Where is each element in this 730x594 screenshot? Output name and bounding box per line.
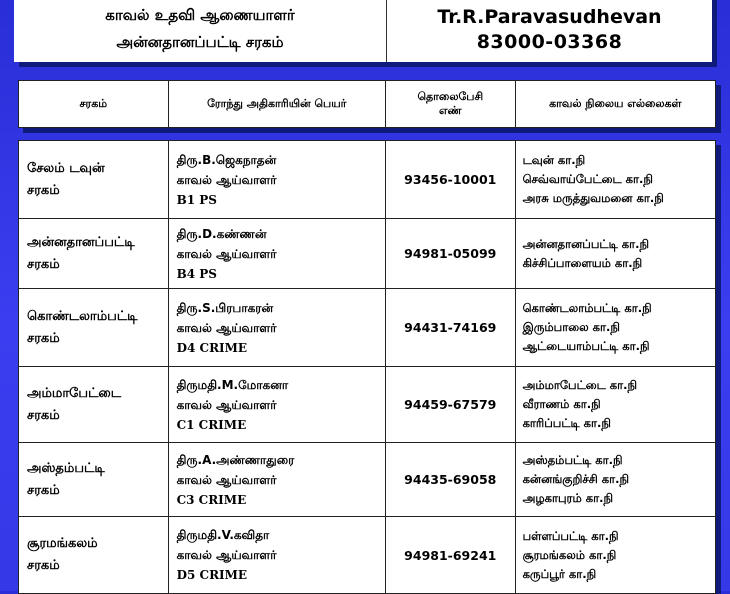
- officer-name: திரு.S.பிரபாகரன்: [176, 300, 274, 315]
- limits-cell: [516, 141, 715, 218]
- limit-item: இரும்பாலை கா.நி: [522, 320, 620, 334]
- limit-item: ஆட்டையாம்பட்டி கா.நி: [522, 339, 650, 353]
- area-cell: [19, 367, 169, 442]
- limit-item: கொண்டலாம்பட்டி கா.நி: [522, 301, 652, 315]
- officer-unit: B4 PS: [176, 266, 217, 281]
- limit-item: கன்னங்குறிச்சி கா.நி: [522, 472, 629, 486]
- table-row: [19, 367, 715, 443]
- phone-cell: 94981-69241: [386, 517, 516, 593]
- limit-item: செவ்வாய்பேட்டை கா.நி: [522, 172, 653, 186]
- header-office: [14, 0, 387, 62]
- area-cell: [19, 443, 169, 516]
- header-panel: [14, 0, 712, 62]
- header-officer-phone: 83000-03368: [476, 31, 623, 53]
- officer-cell: [169, 141, 386, 218]
- limit-item: அம்மாபேட்டை கா.நி: [522, 378, 638, 392]
- limit-item: டவுன் கா.நி: [522, 153, 586, 167]
- officer-designation: காவல் ஆய்வாளர்: [176, 172, 277, 187]
- officer-cell: [169, 219, 386, 288]
- area-suffix: சரகம்: [27, 558, 60, 573]
- officer-name: திருமதி.V.கவிதா: [176, 528, 270, 542]
- phone-cell: 94435-69058: [386, 443, 516, 516]
- column-header-area: சரகம்: [19, 81, 169, 127]
- area-name: சூரமங்கலம்: [27, 536, 98, 551]
- limits-cell: [516, 219, 715, 288]
- officer-cell: [169, 289, 386, 366]
- column-header-phone: [386, 81, 516, 127]
- officer-unit: B1 PS: [176, 192, 217, 207]
- area-cell: [19, 219, 169, 288]
- phone-cell: 93456-10001: [386, 141, 516, 218]
- area-cell: [19, 141, 169, 218]
- officer-name: திரு.D.கண்ணன்: [176, 226, 267, 241]
- limits-cell: [516, 517, 715, 593]
- header-office-division: அன்னதானப்பட்டி சரகம்: [116, 33, 284, 51]
- limit-item: கருப்பூர் கா.நி: [522, 566, 597, 581]
- officer-name: திரு.A.அண்ணாதுரை: [176, 452, 295, 467]
- officer-unit: C1 CRIME: [176, 417, 247, 432]
- officer-designation: காவல் ஆய்வாளர்: [176, 397, 277, 412]
- phone-cell: 94459-67579: [386, 367, 516, 442]
- officer-designation: காவல் ஆய்வாளர்: [176, 548, 277, 562]
- area-suffix: சரகம்: [27, 256, 60, 272]
- header-office-title: காவல் உதவி ஆணையாளர்: [105, 6, 295, 24]
- area-suffix: சரகம்: [27, 182, 60, 198]
- header-officer-name: Tr.R.Paravasudhevan: [437, 6, 662, 28]
- officer-unit: D4 CRIME: [176, 340, 248, 355]
- area-name: அன்னதானப்பட்டி: [27, 234, 135, 250]
- officer-cell: [169, 443, 386, 516]
- area-cell: [19, 517, 169, 593]
- limits-cell: [516, 367, 715, 442]
- column-header-phone-line1: தொலைபேசி: [417, 90, 484, 103]
- area-name: சேலம் டவுன்: [27, 160, 105, 176]
- officer-designation: காவல் ஆய்வாளர்: [176, 472, 277, 487]
- table-row: [19, 141, 715, 219]
- phone-cell: 94981-05099: [386, 219, 516, 288]
- column-header-limits: காவல் நிலைய எல்லைகள்: [549, 97, 682, 110]
- limit-item: அன்னதானப்பட்டி கா.நி: [522, 236, 649, 251]
- table-header: [18, 80, 716, 128]
- limits-cell: [516, 289, 715, 366]
- officer-designation: காவல் ஆய்வாளர்: [176, 246, 277, 261]
- limit-item: அஸ்தம்பட்டி கா.நி: [522, 453, 623, 467]
- officer-unit: D5 CRIME: [176, 568, 248, 582]
- limit-item: கிச்சிப்பாளையம் கா.நி: [522, 255, 643, 270]
- officer-cell: [169, 517, 386, 593]
- area-suffix: சரகம்: [27, 482, 60, 498]
- header-contact: [387, 0, 712, 62]
- column-header-phone-line2: எண்: [438, 104, 462, 117]
- area-suffix: சரகம்: [27, 407, 60, 423]
- area-name: அம்மாபேட்டை: [27, 385, 122, 401]
- area-name: அஸ்தம்பட்டி: [27, 460, 105, 476]
- limit-item: அழகாபுரம் கா.நி: [522, 491, 613, 505]
- area-cell: [19, 289, 169, 366]
- limit-item: அரசு மருத்துவமனை கா.நி: [522, 191, 664, 205]
- table-row: [19, 289, 715, 367]
- table-row: [19, 517, 715, 593]
- table-row: [19, 219, 715, 289]
- limit-item: வீராணம் கா.நி: [522, 397, 601, 411]
- limit-item: சூரமங்கலம் கா.நி: [522, 547, 617, 562]
- officers-table: [18, 140, 716, 594]
- officer-name: திரு.B.ஜெகநாதன்: [176, 152, 277, 167]
- officer-designation: காவல் ஆய்வாளர்: [176, 320, 277, 335]
- column-header-officer: ரோந்து அதிகாரியின் பெயர்: [169, 81, 386, 127]
- officer-unit: C3 CRIME: [176, 492, 247, 507]
- limits-cell: [516, 443, 715, 516]
- phone-cell: 94431-74169: [386, 289, 516, 366]
- table-row: [19, 443, 715, 517]
- limit-item: பள்ளப்பட்டி கா.நி: [522, 528, 619, 543]
- area-suffix: சரகம்: [27, 330, 60, 346]
- area-name: கொண்டலாம்பட்டி: [27, 308, 138, 324]
- officer-name: திருமதி.M.மோகனா: [176, 377, 289, 392]
- officer-cell: [169, 367, 386, 442]
- limit-item: காரிப்பட்டி கா.நி: [522, 416, 611, 430]
